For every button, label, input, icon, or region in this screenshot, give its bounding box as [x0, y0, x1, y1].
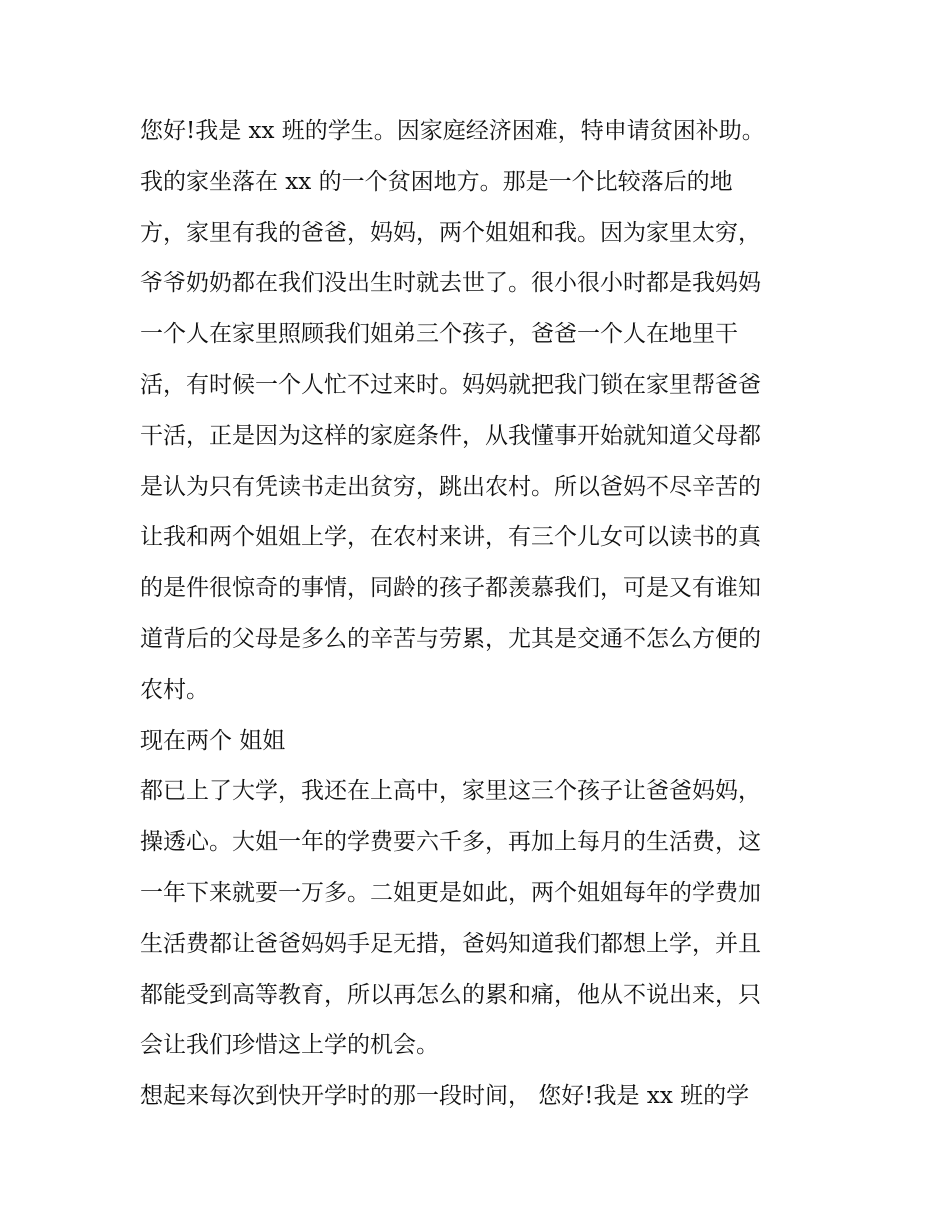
text-line-5: 一个人在家里照顾我们姐弟三个孩子，爸爸一个人在地里干 [140, 321, 738, 348]
text-line-8: 是认为只有凭读书走出贫穷，跳出农村。所以爸妈不尽辛苦的 [140, 473, 761, 500]
text-line-14: 都已上了大学，我还在上高中，家里这三个孩子让爸爸妈妈， [140, 778, 761, 805]
text-line-3: 方，家里有我的爸爸，妈妈，两个姐姐和我。因为家里太穷， [140, 219, 761, 246]
text-line-19: 会让我们珍惜这上学的机会。 [140, 1032, 439, 1059]
text-line-17: 生活费都让爸爸妈妈手足无措，爸妈知道我们都想上学，并且 [140, 930, 761, 957]
text-line-9: 让我和两个姐姐上学，在农村来讲，有三个儿女可以读书的真 [140, 524, 761, 551]
text-line-10: 的是件很惊奇的事情，同龄的孩子都羡慕我们，可是又有谁知 [140, 575, 761, 602]
text-line-4: 爷爷奶奶都在我们没出生时就去世了。很小很小时都是我妈妈 [140, 270, 761, 297]
text-line-1: 您好!我是 xx 班的学生。因家庭经济困难，特申请贫困补助。 [140, 118, 765, 144]
text-line-12: 农村。 [140, 676, 209, 703]
text-line-15: 操透心。大姐一年的学费要六千多，再加上每月的生活费，这 [140, 829, 761, 856]
text-line-6: 活，有时候一个人忙不过来时。妈妈就把我门锁在家里帮爸爸 [140, 371, 761, 398]
text-line-11: 道背后的父母是多么的辛苦与劳累，尤其是交通不怎么方便的 [140, 625, 761, 652]
text-line-13: 现在两个 姐姐 [140, 727, 286, 754]
document-body [140, 106, 820, 1122]
text-line-18: 都能受到高等教育，所以再怎么的累和痛，他从不说出来，只 [140, 981, 761, 1008]
text-line-2: 我的家坐落在 xx 的一个贫困地方。那是一个比较落后的地 [140, 168, 733, 195]
text-line-7: 干活，正是因为这样的家庭条件，从我懂事开始就知道父母都 [140, 422, 761, 449]
text-line-16: 一年下来就要一万多。二姐更是如此，两个姐姐每年的学费加 [140, 879, 761, 906]
text-line-20: 想起来每次到快开学时的那一段时间， 您好!我是 xx 班的学 [140, 1083, 750, 1110]
